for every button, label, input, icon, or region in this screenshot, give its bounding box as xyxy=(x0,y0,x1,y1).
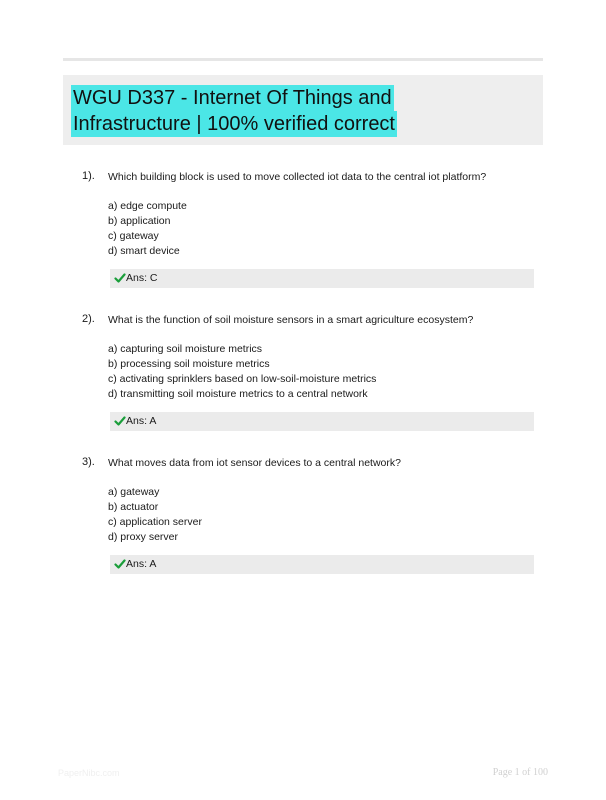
answer-box xyxy=(110,412,534,431)
question-text: What is the function of soil moisture sensors in a smart agriculture ecosystem? xyxy=(108,314,474,326)
answer-box xyxy=(110,269,534,288)
answer-text: Ans: C xyxy=(126,272,158,284)
checkmark-icon xyxy=(114,415,126,427)
answer-box xyxy=(110,555,534,574)
options-list xyxy=(108,342,376,402)
question-number: 3). xyxy=(82,456,95,468)
options-list xyxy=(108,199,187,259)
watermark-text: PaperNibc.com xyxy=(58,768,120,778)
document-title xyxy=(71,85,397,137)
option-a: a) gateway xyxy=(108,486,160,498)
checkmark-icon xyxy=(114,558,126,570)
option-a: a) capturing soil moisture metrics xyxy=(108,343,263,355)
option-a: a) edge compute xyxy=(108,200,187,212)
answer-text: Ans: A xyxy=(126,415,157,427)
title-line-1: WGU D337 - Internet Of Things and xyxy=(73,87,392,109)
page-number: Page 1 of 100 xyxy=(492,767,548,778)
answer-text: Ans: A xyxy=(126,558,157,570)
option-c: c) gateway xyxy=(108,230,159,242)
option-b: b) processing soil moisture metrics xyxy=(108,358,270,370)
question-text: What moves data from iot sensor devices to a central network? xyxy=(108,457,401,469)
option-b: b) application xyxy=(108,215,171,227)
question-number: 1). xyxy=(82,170,95,182)
option-b: b) actuator xyxy=(108,501,159,513)
title-line-2: Infrastructure | 100% verified correct xyxy=(73,113,395,135)
title-block xyxy=(63,75,543,145)
question-text: Which building block is used to move collected iot data to the central iot platform? xyxy=(108,171,487,183)
options-list xyxy=(108,485,202,545)
option-d: d) proxy server xyxy=(108,531,179,543)
checkmark-icon xyxy=(114,272,126,284)
option-d: d) transmitting soil moisture metrics to a central network xyxy=(108,388,368,400)
option-c: c) application server xyxy=(108,516,202,528)
top-divider xyxy=(63,58,543,61)
question-number: 2). xyxy=(82,313,95,325)
option-c: c) activating sprinklers based on low-soil-moisture metrics xyxy=(108,373,377,385)
option-d: d) smart device xyxy=(108,245,180,257)
